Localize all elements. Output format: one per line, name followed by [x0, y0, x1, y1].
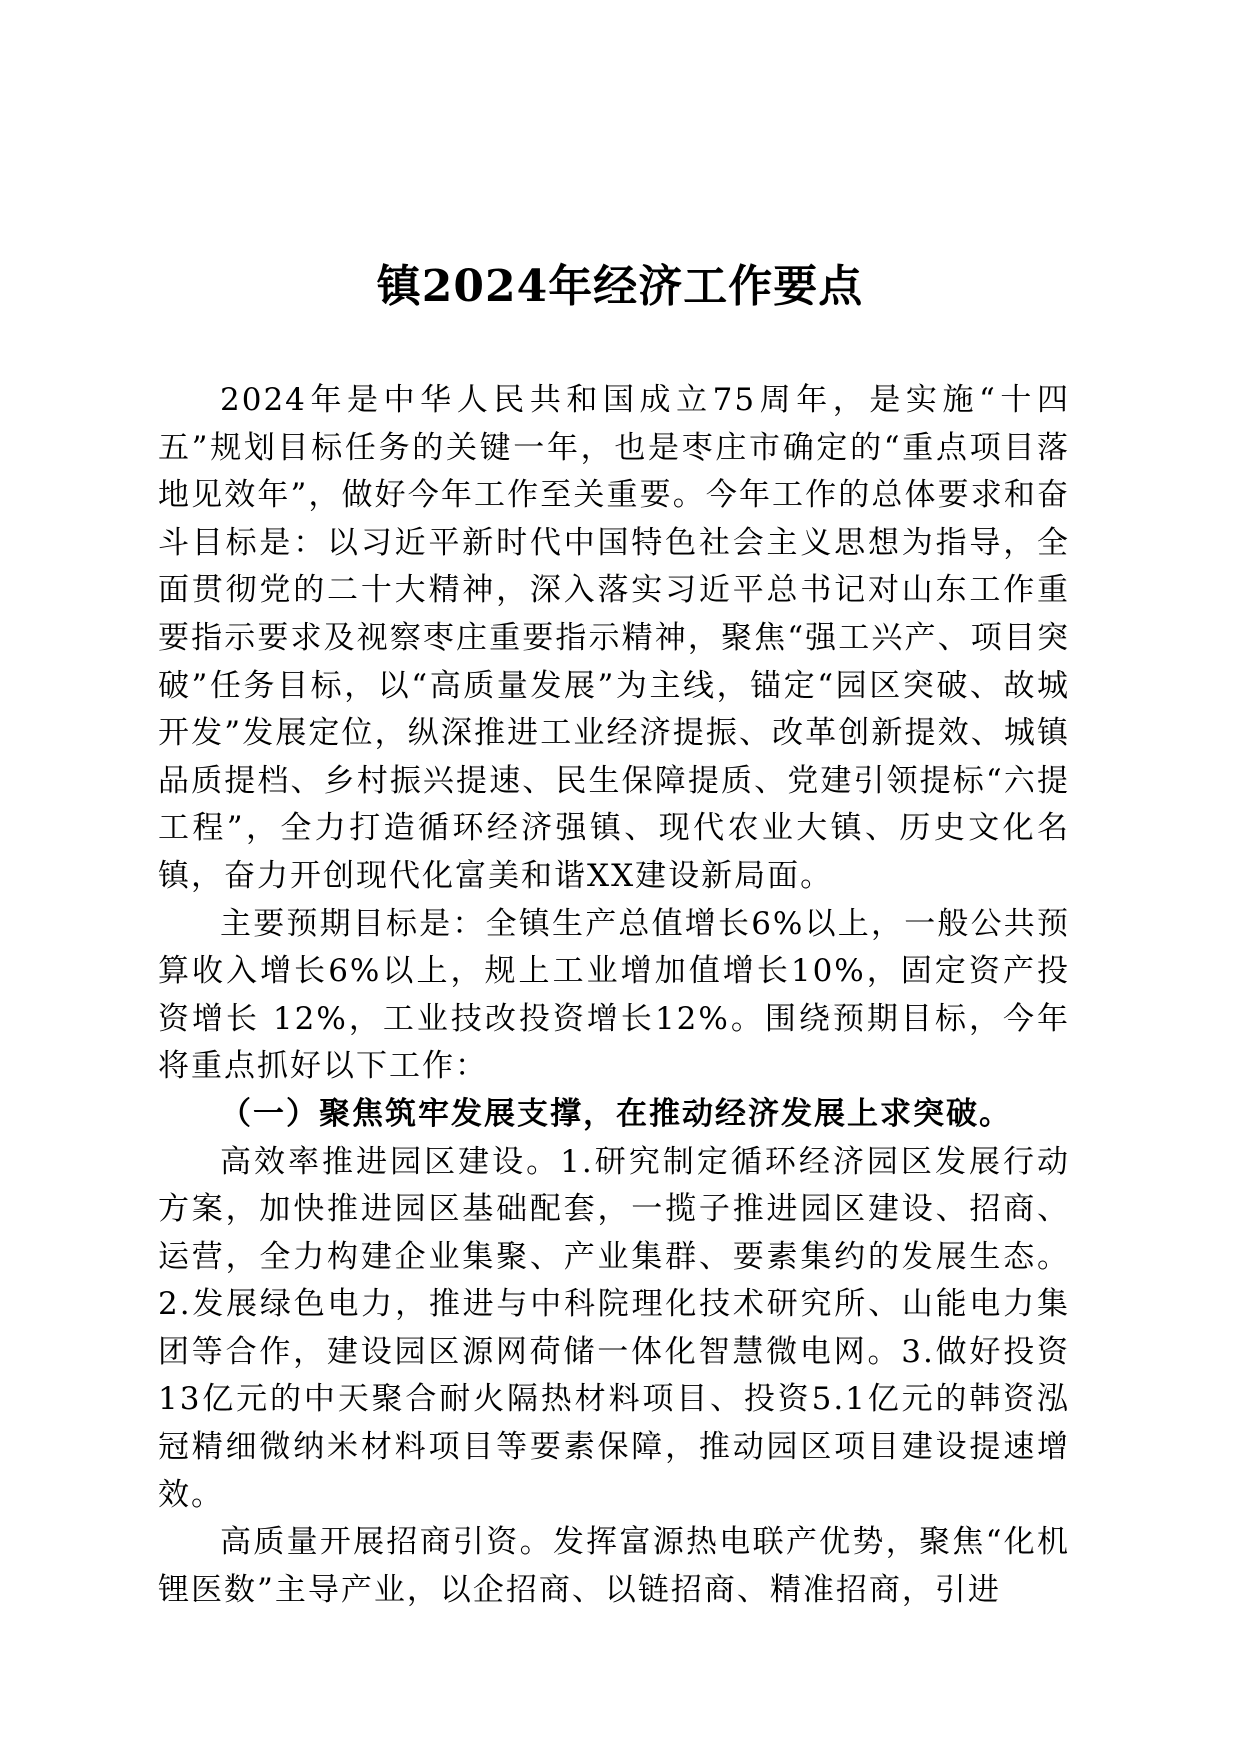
document-body: [158, 377, 1070, 1614]
paragraph-intro: 2024年是中华人民共和国成立75周年，是实施“十四五”规划目标任务的关键一年，也是枣庄市确定的“重点项目落地见效年”，做好今年工作至关重要。今年工作的总体要求和奋斗目标是：以习近平新时代中国特色社会主义思想为指导，全面贯彻党的二十大精神，深入落实习近平总书记对山东工作重要指示要求及视察枣庄重要指示精神，聚焦“强工兴产、项目突破”任务目标，以“高质量发展”为主线，锚定“园区突破、故城开发”发展定位，纵深推进工业经济提振、改革创新提效、城镇品质提档、乡村振兴提速、民生保障提质、党建引领提标“六提工程”，全力打造循环经济强镇、现代农业大镇、历史文化名镇，奋力开创现代化富美和谐XX建设新局面。: [158, 382, 1070, 894]
paragraph-park-construction: 高效率推进园区建设。1.研究制定循环经济园区发展行动方案，加快推进园区基础配套，一揽子推进园区建设、招商、运营，全力构建企业集聚、产业集群、要素集约的发展生态。2.发展绿色电力，推进与中科院理化技术研究所、山能电力集团等合作，建设园区源网荷储一体化智慧微电网。3.做好投资13亿元的中天聚合耐火隔热材料项目、投资5.1亿元的韩资泓冠精细微纳米材料项目等要素保障，推动园区项目建设提速增效。: [158, 1143, 1070, 1513]
paragraph-investment-attraction: 高质量开展招商引资。发挥富源热电联产优势，聚焦“化机锂医数”主导产业，以企招商、以链招商、精准招商，引进: [158, 1524, 1070, 1608]
paragraph-targets: 主要预期目标是：全镇生产总值增长6%以上，一般公共预算收入增长6%以上，规上工业增加值增长10%，固定资产投资增长 12%，工业技改投资增长12%。围绕预期目标，今年将重点抓好以下工作：: [158, 905, 1070, 1085]
document-title: 镇2024年经济工作要点: [376, 261, 864, 313]
section-heading-1: （一）聚焦筑牢发展支撑，在推动经济发展上求突破。: [220, 1095, 1012, 1132]
